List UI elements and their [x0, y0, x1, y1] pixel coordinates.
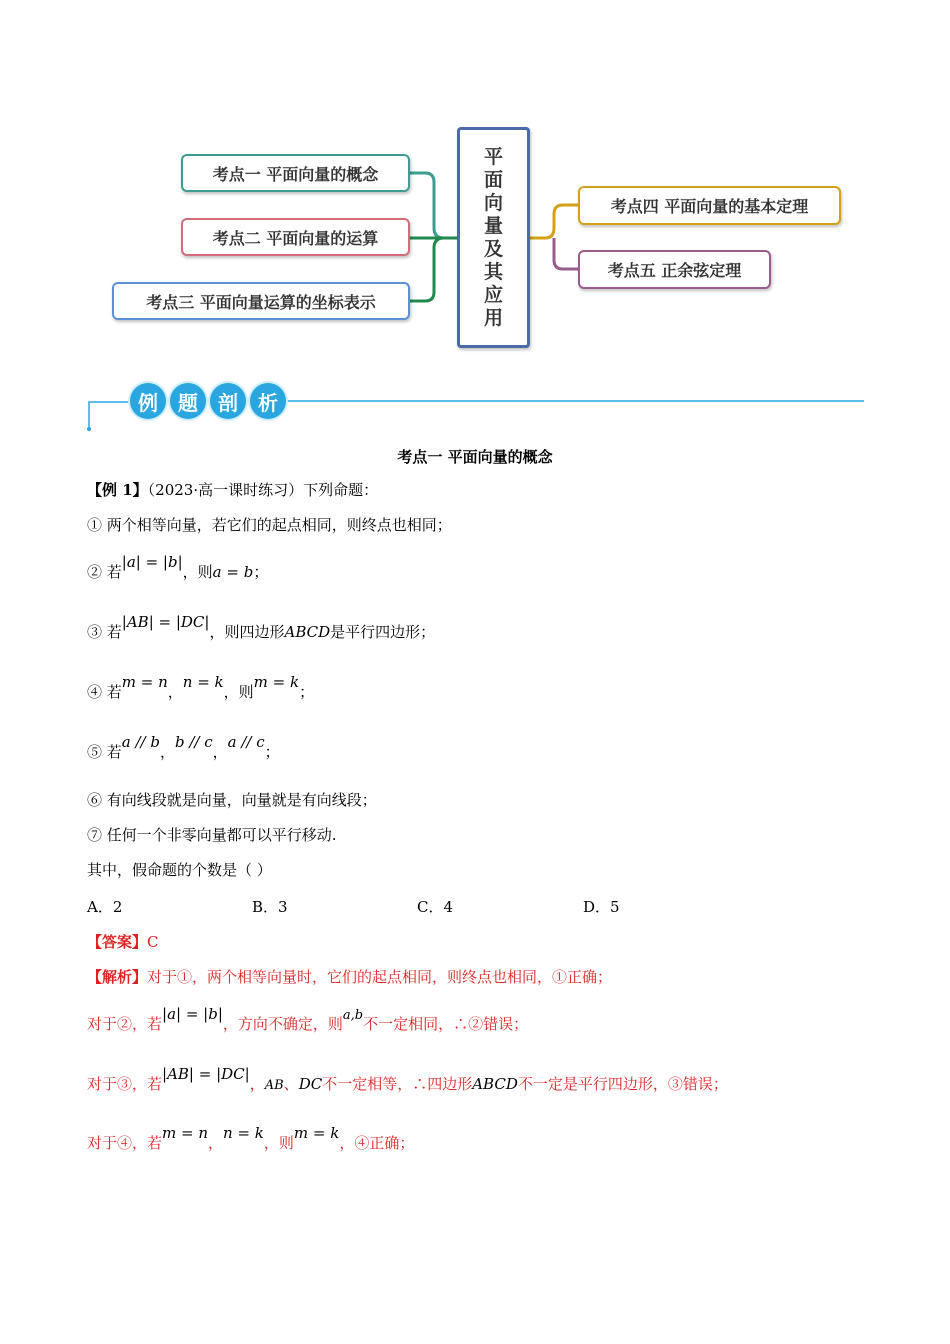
- center-char: 面: [483, 168, 503, 191]
- l4-comma: ，: [208, 1134, 224, 1152]
- p5-math-2: b // c: [175, 733, 213, 751]
- example-label: 【例 1】: [87, 481, 148, 499]
- p5-end: ；: [264, 743, 280, 761]
- l3-a: 对于③，若: [87, 1075, 163, 1093]
- p5-comma-2: ，: [212, 743, 228, 761]
- p4-end: ；: [299, 683, 315, 701]
- l2-a: 对于②，若: [87, 1015, 163, 1033]
- p2-prefix: ② 若: [87, 563, 122, 581]
- p3-abcd: ABCD: [284, 623, 331, 641]
- l4-then: ，则: [263, 1134, 294, 1152]
- p3-math: |AB| = |DC|: [121, 613, 210, 631]
- p3-prefix: ③ 若: [87, 623, 122, 641]
- connector-3: [410, 238, 444, 301]
- analysis-line-4: [87, 1124, 415, 1153]
- l3-ab: AB: [264, 1078, 284, 1093]
- p2-end: ；: [253, 563, 269, 581]
- option-d: D．5: [583, 898, 620, 916]
- p2-math-1: |a| = |b|: [121, 553, 183, 571]
- mindmap-box-1-label: 考点一 平面向量的概念: [212, 164, 379, 184]
- l4-a: 对于④，若: [87, 1134, 163, 1152]
- section-title: 考点一 平面向量的概念: [397, 448, 553, 466]
- mindmap-center: [457, 127, 530, 348]
- center-char: 其: [483, 260, 503, 283]
- mindmap-box-3-label: 考点三 平面向量运算的坐标表示: [146, 292, 376, 312]
- l3-abcd: ABCD: [472, 1075, 518, 1093]
- proposition-3: [87, 613, 436, 642]
- banner-char-2: 题: [170, 383, 206, 419]
- mindmap-box-1: [181, 154, 410, 192]
- mindmap-box-4-label: 考点四 平面向量的基本定理: [610, 197, 809, 216]
- center-char: 及: [483, 237, 503, 260]
- question: 其中，假命题的个数是（ ）: [87, 861, 272, 879]
- example-header: [87, 480, 378, 500]
- answer-label: 【答案】: [87, 933, 148, 951]
- p2-mid: ，则: [182, 563, 213, 581]
- l4-math-3: m = k: [293, 1124, 340, 1142]
- analysis-label: 【解析】: [87, 968, 148, 986]
- p5-math-3: a // c: [227, 733, 265, 751]
- center-char: 量: [483, 214, 503, 237]
- proposition-2: [87, 553, 269, 582]
- mindmap-box-5: [578, 250, 771, 289]
- banner-char-3: 剖: [210, 383, 246, 419]
- connector-5: [554, 238, 578, 269]
- mindmap-box-4: [578, 186, 841, 225]
- p4-math-3: m = k: [253, 673, 300, 691]
- center-char: 用: [483, 306, 503, 329]
- center-char: 平: [483, 145, 503, 168]
- analysis-line-1: [87, 967, 612, 987]
- center-char: 应: [483, 283, 503, 306]
- p4-prefix: ④ 若: [87, 683, 122, 701]
- proposition-7: ⑦ 任何一个非零向量都可以平行移动.: [87, 826, 337, 844]
- mindmap-box-2: [181, 218, 410, 256]
- center-char: 向: [483, 191, 503, 214]
- l3-comma: ，: [249, 1075, 265, 1093]
- proposition-6: ⑥ 有向线段就是向量，向量就是有向线段；: [87, 791, 377, 809]
- l2-b: ，方向不确定，则: [222, 1015, 343, 1033]
- banner-char-4: 析: [250, 383, 286, 419]
- p4-math-2: n = k: [182, 673, 224, 691]
- p2-math-2: a = b: [212, 563, 254, 581]
- l3-math: |AB| = |DC|: [162, 1065, 250, 1083]
- proposition-5: [87, 733, 280, 762]
- proposition-1: ① 两个相等向量，若它们的起点相同，则终点也相同；: [87, 516, 452, 534]
- analysis-line-2: [87, 1005, 529, 1036]
- mindmap-box-2-label: 考点二 平面向量的运算: [212, 228, 379, 248]
- analysis-line-3: [87, 1065, 728, 1096]
- p3-mid: ，则四边形: [209, 623, 285, 641]
- l2-math: |a| = |b|: [162, 1005, 223, 1023]
- banner-char-1: 例: [130, 383, 166, 419]
- p3-end: 是平行四边形；: [330, 623, 436, 641]
- p4-math-1: m = n: [121, 673, 168, 691]
- l3-sep: 、: [283, 1075, 299, 1093]
- analysis-l1-text: 对于①，两个相等向量时，它们的起点相同，则终点也相同，①正确；: [147, 968, 613, 986]
- l4-c: ，④正确；: [339, 1134, 415, 1152]
- connector-4: [530, 205, 578, 238]
- connector-1: [410, 173, 457, 238]
- l3-c: 不一定是平行四边形，③错误；: [517, 1075, 728, 1093]
- option-b: B．3: [252, 898, 288, 916]
- mindmap-box-3: [112, 282, 410, 320]
- l3-dc: DC: [298, 1075, 323, 1093]
- l2-c: 不一定相同，∴②错误；: [363, 1015, 529, 1033]
- proposition-4: [87, 673, 315, 702]
- mindmap-box-5-label: 考点五 正余弦定理: [607, 261, 742, 280]
- p5-comma-1: ，: [159, 743, 175, 761]
- example-source: （2023·高一课时练习）下列命题：: [147, 481, 379, 499]
- l4-math-2: n = k: [223, 1124, 264, 1142]
- p5-prefix: ⑤ 若: [87, 743, 122, 761]
- p4-then: ，则: [223, 683, 254, 701]
- p5-math-1: a // b: [121, 733, 160, 751]
- answer-value: C: [147, 933, 159, 951]
- p4-comma: ，: [167, 683, 183, 701]
- option-a: A．2: [87, 898, 123, 916]
- l2-ab: a,b: [342, 1008, 364, 1023]
- answer: [87, 932, 159, 952]
- l3-b: 不一定相等，∴四边形: [322, 1075, 473, 1093]
- option-c: C．4: [417, 898, 454, 916]
- l4-math-1: m = n: [162, 1124, 209, 1142]
